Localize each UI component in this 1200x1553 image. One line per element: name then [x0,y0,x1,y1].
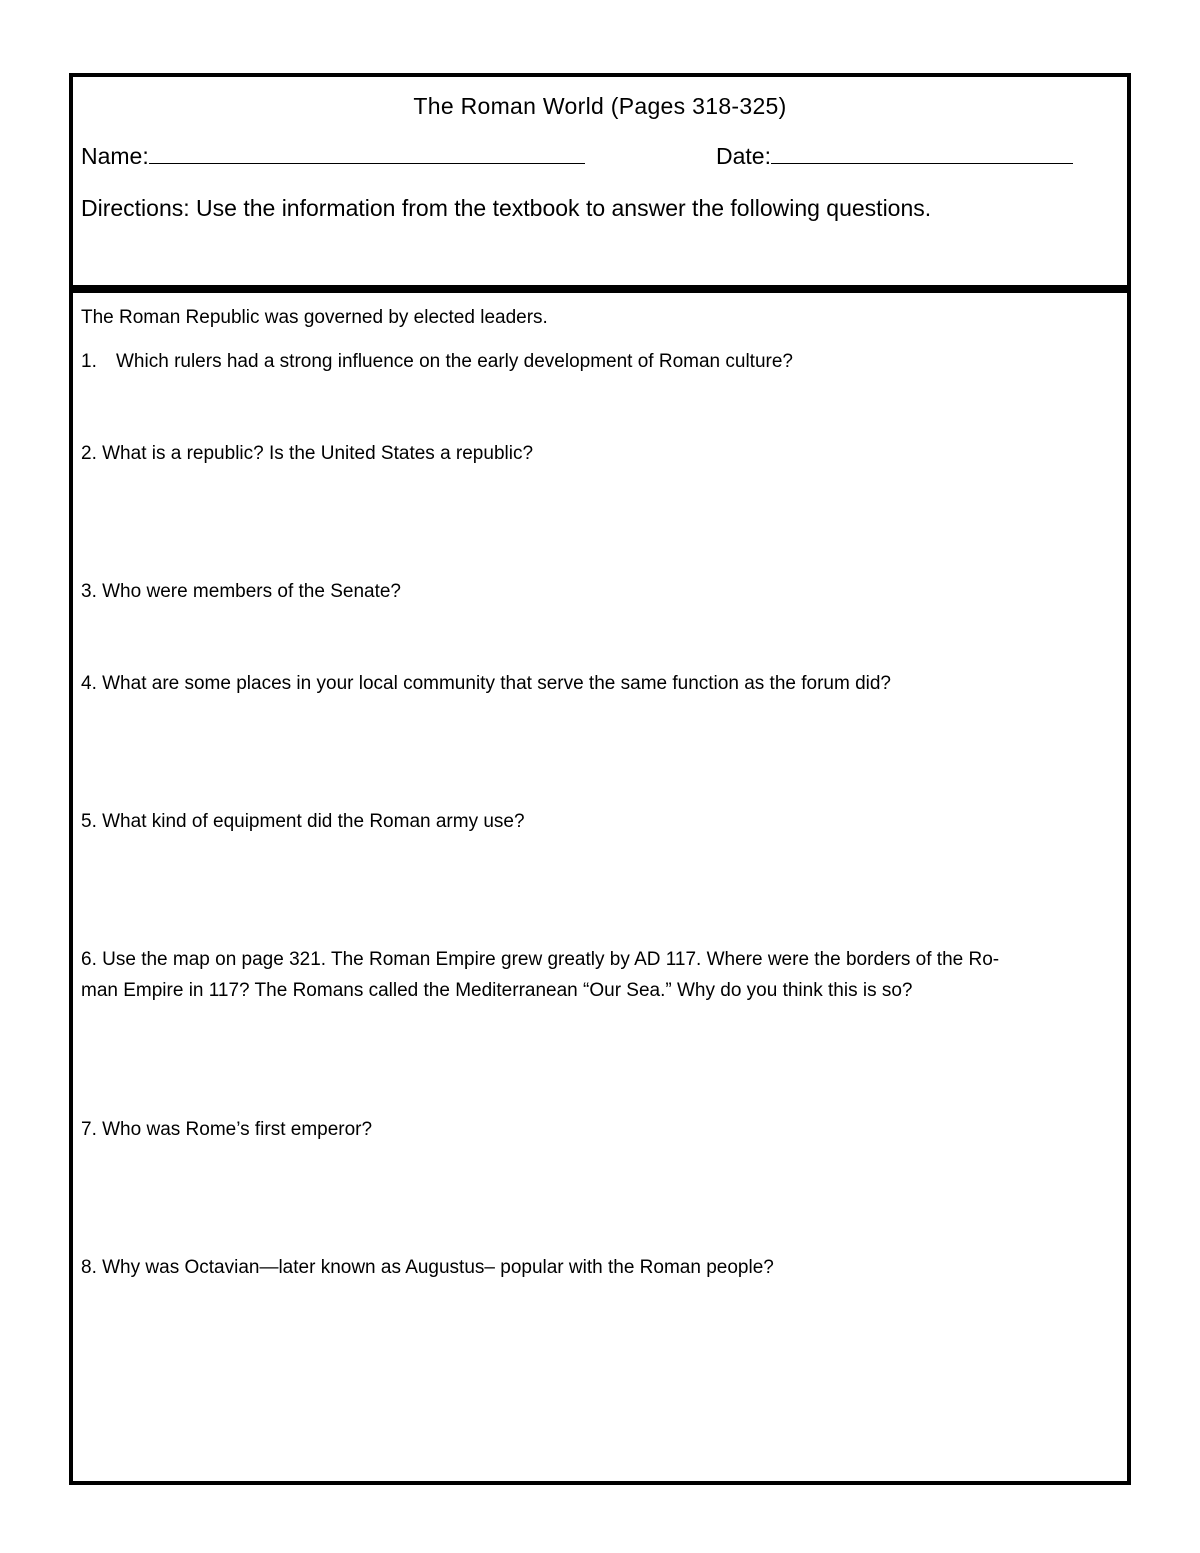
question-8: 8. Why was Octavian—later known as Augustus– popular with the Roman people? [81,1257,774,1278]
question-1 [81,347,793,376]
date-row [716,143,1073,170]
question-7: 7. Who was Rome’s first emperor? [81,1119,373,1140]
question-1-number: 1. [81,351,97,372]
date-label: Date: [716,143,771,169]
question-5: 5. What kind of equipment did the Roman army use? [81,811,525,832]
question-6-line-1: 6. Use the map on page 321. The Roman Empire grew greatly by AD 117. Where were the borders of the Ro- [81,949,1000,970]
name-row [81,143,585,170]
directions-text: Directions: Use the information from the textbook to answer the following questions. [81,195,932,221]
name-field[interactable] [149,145,585,164]
question-6-line-2: man Empire in 117? The Romans called the Mediterranean “Our Sea.” Why do you think this is so? [81,980,913,1001]
questions-section [69,289,1131,1485]
question-3: 3. Who were members of the Senate? [81,581,401,602]
question-2: 2. What is a republic? Is the United States a republic? [81,443,534,464]
question-1-text: Which rulers had a strong influence on the early development of Roman culture? [116,351,793,372]
question-4: 4. What are some places in your local community that serve the same function as the forum did? [81,673,891,694]
date-field[interactable] [771,145,1073,164]
name-label: Name: [81,143,149,169]
intro-statement: The Roman Republic was governed by elected leaders. [81,307,548,328]
worksheet-header [69,73,1131,289]
worksheet-title: The Roman World (Pages 318-325) [413,93,787,119]
